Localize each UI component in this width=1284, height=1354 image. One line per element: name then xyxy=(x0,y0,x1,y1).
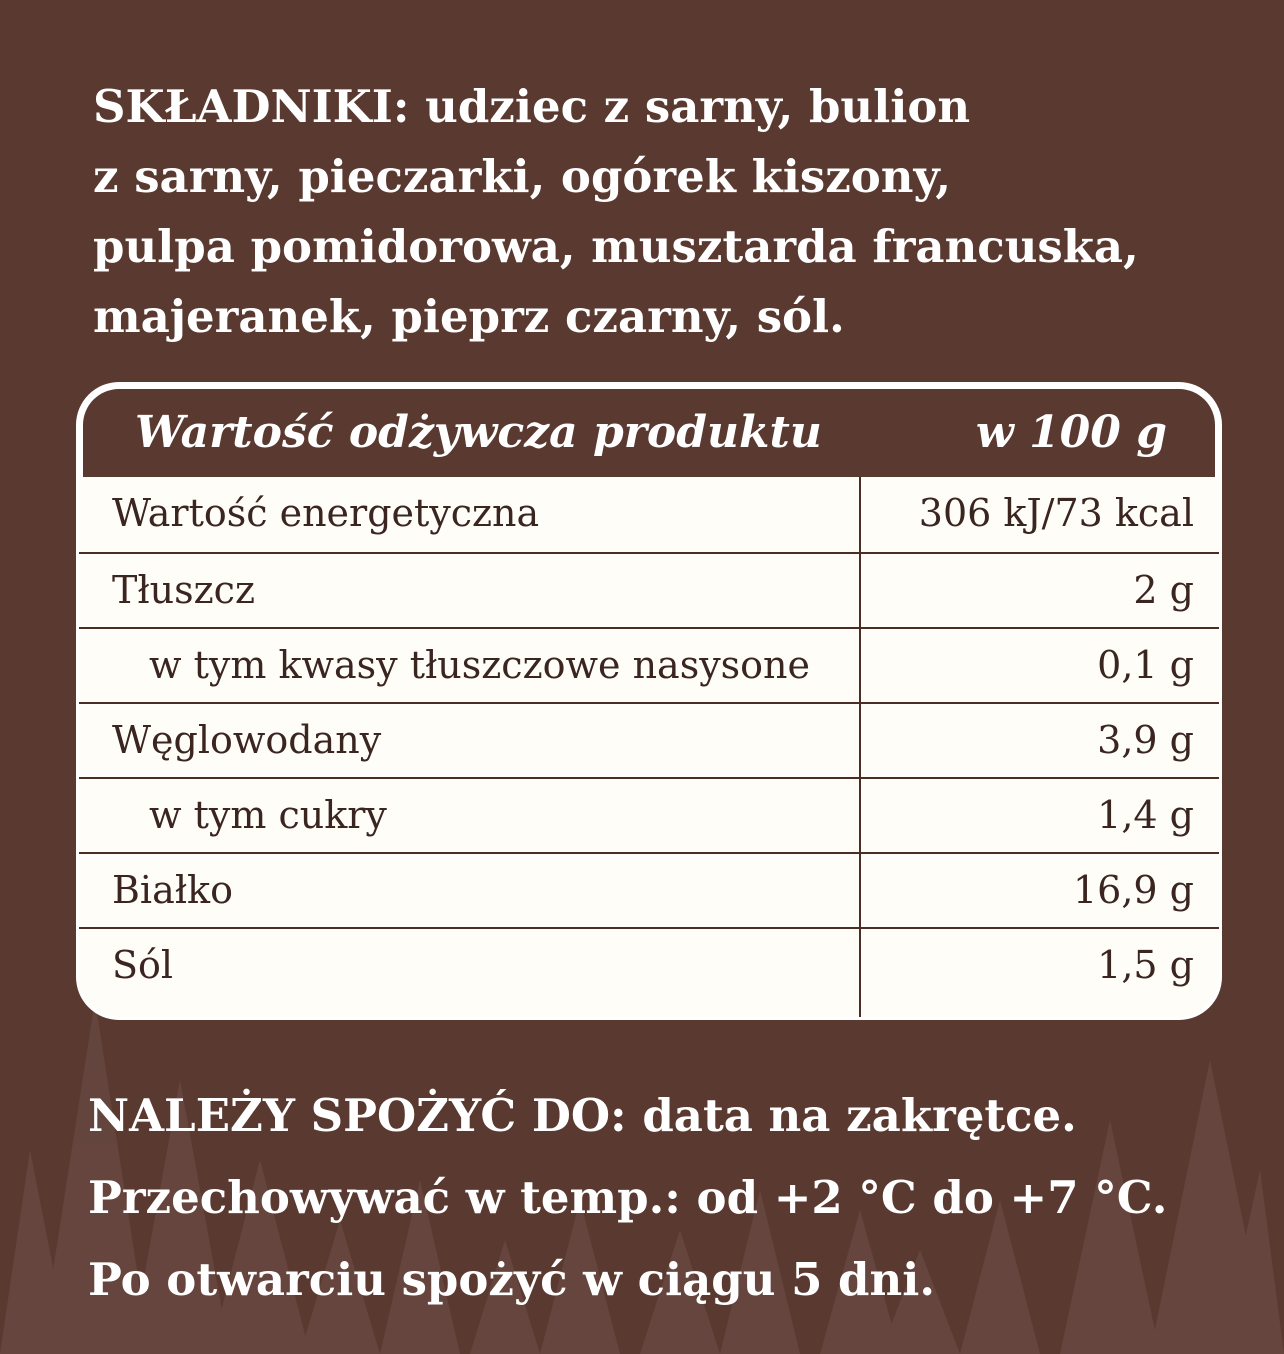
nutrient-value: 0,1 g xyxy=(1097,643,1194,687)
table-row xyxy=(79,627,1219,702)
nutrient-value: 2 g xyxy=(1133,568,1194,612)
nutrient-value: 3,9 g xyxy=(1097,718,1194,762)
nutrition-table xyxy=(79,385,1219,1017)
nutrient-value: 1,5 g xyxy=(1097,943,1194,987)
nutrition-header-unit: w 100 g xyxy=(975,407,1167,458)
nutrient-value: 16,9 g xyxy=(1072,868,1194,912)
nutrition-table-header xyxy=(79,385,1219,477)
column-divider xyxy=(859,477,861,1017)
ingredients-line-2: z sarny, pieczarki, ogórek kiszony, xyxy=(93,150,952,203)
nutrient-name: Wartość energetyczna xyxy=(112,491,540,535)
after-opening-line: Po otwarciu spożyć w ciągu 5 dni. xyxy=(88,1253,936,1306)
table-row xyxy=(79,477,1219,552)
table-row xyxy=(79,702,1219,777)
ingredients-line-1 xyxy=(93,72,1213,142)
nutrient-name: Białko xyxy=(112,868,233,912)
nutrient-name: w tym cukry xyxy=(149,793,387,837)
nutrient-name: Sól xyxy=(112,943,174,987)
nutrient-name: Tłuszcz xyxy=(112,568,255,612)
ingredients-line-3: pulpa pomidorowa, musztarda francuska, xyxy=(93,220,1139,273)
table-row xyxy=(79,852,1219,927)
nutrition-header-title: Wartość odżywcza produktu xyxy=(135,407,822,458)
ingredients-text xyxy=(93,72,1213,352)
storage-temperature-line: Przechowywać w temp.: od +2 °C do +7 °C. xyxy=(88,1171,1168,1224)
nutrition-rows xyxy=(79,477,1219,1002)
table-row xyxy=(79,777,1219,852)
table-row xyxy=(79,927,1219,1002)
best-before-line: NALEŻY SPOŻYĆ DO: data na zakrętce. xyxy=(88,1089,1077,1142)
ingredients-line-4: majeranek, pieprz czarny, sól. xyxy=(93,290,845,343)
table-row xyxy=(79,552,1219,627)
nutrient-value: 1,4 g xyxy=(1097,793,1194,837)
nutrient-name: w tym kwasy tłuszczowe nasysone xyxy=(149,643,811,687)
nutrient-value: 306 kJ/73 kcal xyxy=(918,491,1194,535)
storage-info xyxy=(88,1075,1258,1321)
nutrient-name: Węglowodany xyxy=(112,718,382,762)
ingredients-label: SKŁADNIKI: xyxy=(93,80,410,133)
ingredients-line-1-text: udziec z sarny, bulion xyxy=(409,80,971,133)
